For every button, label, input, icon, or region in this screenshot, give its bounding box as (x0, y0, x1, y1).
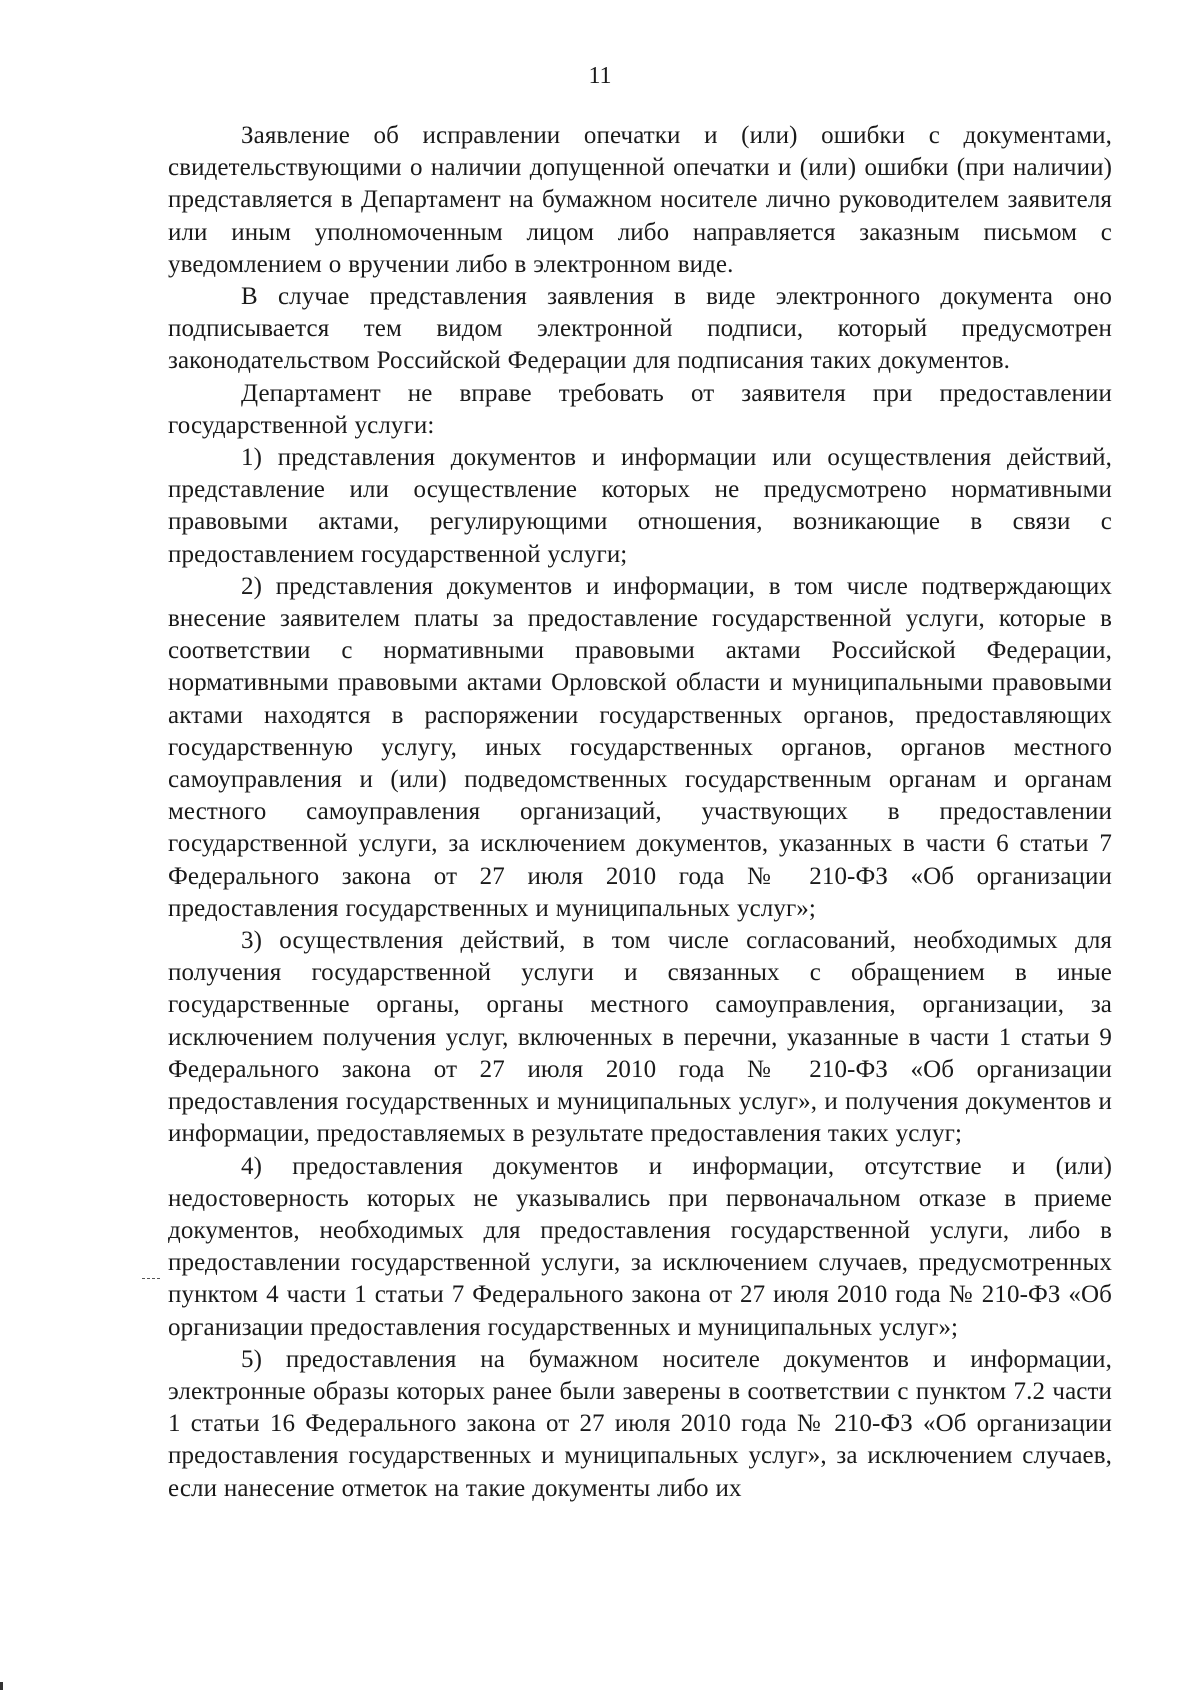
paragraph-electronic-signature: В случае представления заявления в виде электронного документа оно подписывается тем видом электронной подписи, который предусмотрен законодательством Российской Федерации для подписания таких документов. (168, 283, 1112, 375)
document-body (168, 120, 1112, 1505)
paragraph-department-restrictions: Департамент не вправе требовать от заявителя при предоставлении государственной услуги: (168, 379, 1112, 439)
list-item-4: 4) предоставления документов и информации, отсутствие и (или) недостоверность которых не указывались при первоначальном отказе в приеме документов, необходимых для предоставления государственной услуги, либо в предоставлении государственной услуги, за исключением случаев, предусмотренных пунктом 4 части 1 статьи 7 Федерального закона от 27 июля 2010 года № 210-ФЗ «Об организации предоставления государственных и муниципальных услуг»; (168, 1152, 1112, 1341)
scan-edge-mark (0, 1682, 3, 1690)
page-number: 11 (588, 63, 612, 89)
list-item-5: 5) предоставления на бумажном носителе документов и информации, электронные образы которых ранее были заверены в соответствии с пунктом 7.2 части 1 статьи 16 Федерального закона от 27 июля 2010 года № 210-ФЗ «Об организации предоставления государственных и муниципальных услуг», за исключением случаев, если нанесение отметок на такие документы либо их (168, 1345, 1112, 1502)
list-item-2: 2) представления документов и информации, в том числе подтверждающих внесение заявителем платы за предоставление государственной услуги, которые в соответствии с нормативными правовыми актами Российской Федерации, нормативными правовыми актами Орловской области и муниципальными правовыми актами находятся в распоряжении государственных органов, предоставляющих государственную услугу, иных государственных органов, органов местного самоуправления и (или) подведомственных государственным органам и органам местного самоуправления организаций, участвующих в предоставлении государственной услуги, за исключением документов, указанных в части 6 статьи 7 Федерального закона от 27 июля 2010 года № 210-ФЗ «Об организации предоставления государственных и муниципальных услуг»; (168, 572, 1112, 922)
scan-margin-mark (142, 1278, 160, 1279)
list-item-3: 3) осуществления действий, в том числе согласований, необходимых для получения государственной услуги и связанных с обращением в иные государственные органы, органы местного самоуправления, организации, за исключением получения услуг, включенных в перечни, указанные в части 1 статьи 9 Федерального закона от 27 июля 2010 года № 210-ФЗ «Об организации предоставления государственных и муниципальных услуг», и получения документов и информации, предоставляемых в результате предоставления таких услуг; (168, 927, 1112, 1148)
paragraph-correction-request: Заявление об исправлении опечатки и (или) ошибки с документами, свидетельствующими о наличии допущенной опечатки и (или) ошибки (при наличии) представляется в Департамент на бумажном носителе лично руководителем заявителя или иным уполномоченным лицом либо направляется заказным письмом с уведомлением о вручении либо в электронном виде. (168, 122, 1112, 278)
list-item-1: 1) представления документов и информации или осуществления действий, представление или осуществление которых не предусмотрено нормативными правовыми актами, регулирующими отношения, возникающие в связи с предоставлением государственной услуги; (168, 444, 1112, 568)
